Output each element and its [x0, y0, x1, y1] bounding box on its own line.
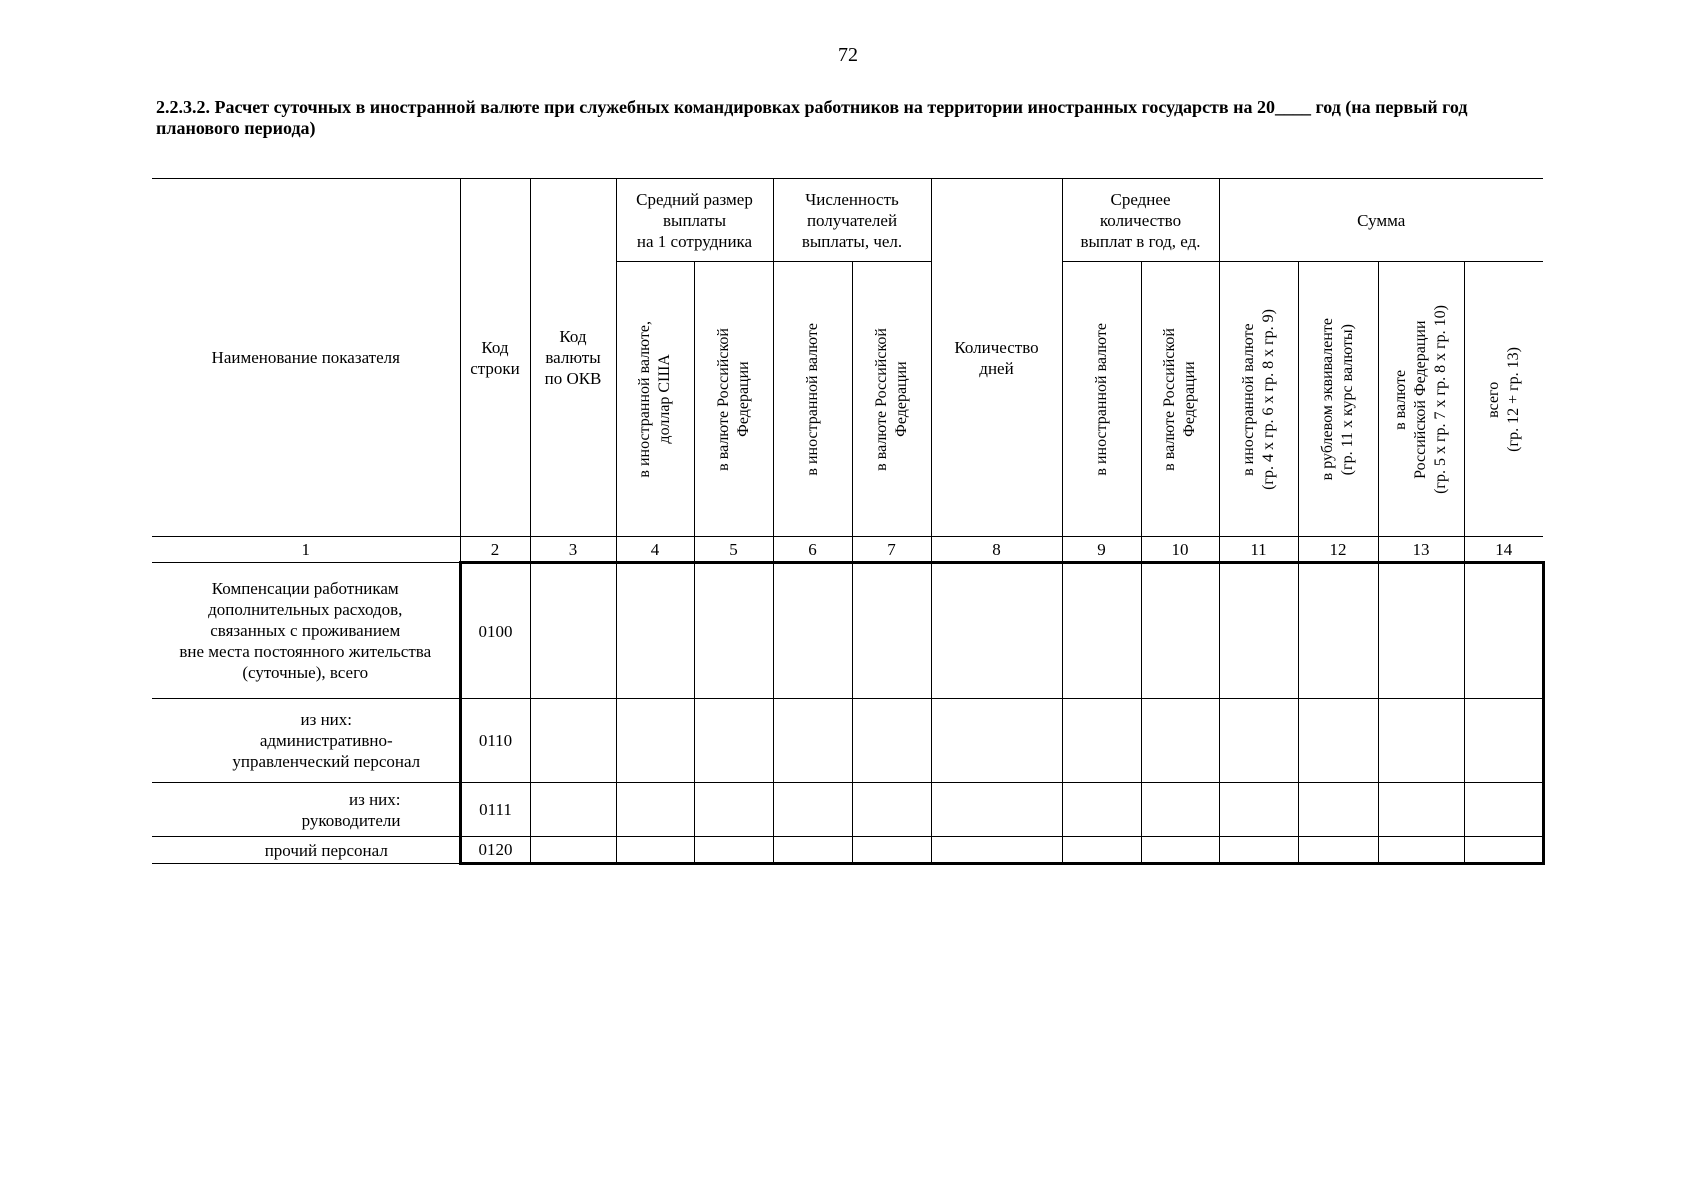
header-col5-text: в валюте Российской Федерации [714, 327, 752, 471]
column-number: 11 [1219, 537, 1298, 563]
data-cell[interactable] [1062, 699, 1141, 783]
data-cell[interactable] [1298, 837, 1378, 864]
header-col5 [694, 262, 773, 537]
data-cell[interactable] [530, 699, 616, 783]
header-col6 [773, 262, 852, 537]
data-cell[interactable] [1298, 699, 1378, 783]
header-col7-text: в валюте Российской Федерации [872, 327, 910, 471]
data-cell[interactable] [1464, 837, 1543, 864]
data-cell[interactable] [1464, 699, 1543, 783]
data-cell[interactable] [1464, 563, 1543, 699]
data-cell[interactable] [616, 783, 694, 837]
data-cell[interactable] [1062, 837, 1141, 864]
column-number: 1 [152, 537, 460, 563]
header-col9-text: в иностранной валюте [1092, 322, 1110, 476]
data-cell[interactable] [694, 837, 773, 864]
data-cell[interactable] [852, 563, 931, 699]
document-title: 2.2.3.2. Расчет суточных в иностранной валюте при служебных командировках работников на территории иностранных государств на 20____ год (на первый год планового периода) [156, 97, 1468, 138]
header-col12 [1298, 262, 1378, 537]
row-label-managers: из них: руководители [152, 783, 460, 837]
data-cell[interactable] [931, 563, 1062, 699]
row-code-admin: 0110 [460, 699, 530, 783]
data-cell[interactable] [530, 837, 616, 864]
data-cell[interactable] [530, 783, 616, 837]
header-col6-text: в иностранной валюте [803, 322, 821, 476]
header-col11-text: в иностранной валюте (гр. 4 x гр. 6 x гр. 8 x гр. 9) [1239, 308, 1277, 490]
column-number: 3 [530, 537, 616, 563]
data-cell[interactable] [616, 563, 694, 699]
data-cell[interactable] [1141, 699, 1219, 783]
data-cell[interactable] [1141, 783, 1219, 837]
data-cell[interactable] [852, 699, 931, 783]
header-col4 [616, 262, 694, 537]
header-sum: Сумма [1219, 179, 1543, 262]
header-col12-text: в рублевом эквиваленте (гр. 11 x курс валюты) [1319, 317, 1356, 481]
header-name: Наименование показателя [152, 179, 460, 537]
data-cell[interactable] [694, 699, 773, 783]
header-col10-text: в валюте Российской Федерации [1161, 327, 1198, 471]
data-cell[interactable] [616, 699, 694, 783]
data-cell[interactable] [694, 563, 773, 699]
column-number: 6 [773, 537, 852, 563]
data-cell[interactable] [931, 837, 1062, 864]
data-cell[interactable] [852, 837, 931, 864]
header-code-currency: Код валюты по ОКВ [530, 179, 616, 537]
header-col4-text: в иностранной валюте, доллар США [636, 320, 673, 478]
column-number: 14 [1464, 537, 1543, 563]
data-cell[interactable] [773, 699, 852, 783]
data-cell[interactable] [1464, 783, 1543, 837]
header-recipients: Численность получателей выплаты, чел. [773, 179, 931, 262]
data-cell[interactable] [1141, 563, 1219, 699]
data-cell[interactable] [694, 783, 773, 837]
header-col13 [1378, 262, 1464, 537]
header-col7 [852, 262, 931, 537]
column-number: 9 [1062, 537, 1141, 563]
header-days: Количество дней [931, 179, 1062, 537]
row-code-managers: 0111 [460, 783, 530, 837]
header-avg-count: Среднее количество выплат в год, ед. [1062, 179, 1219, 262]
column-number: 13 [1378, 537, 1464, 563]
data-cell[interactable] [931, 783, 1062, 837]
header-col14-text: всего (гр. 12 + гр. 13) [1484, 346, 1522, 452]
data-cell[interactable] [1298, 563, 1378, 699]
data-cell[interactable] [931, 699, 1062, 783]
data-cell[interactable] [773, 783, 852, 837]
header-code-row: Код строки [460, 179, 530, 537]
data-cell[interactable] [773, 837, 852, 864]
column-number: 4 [616, 537, 694, 563]
data-cell[interactable] [1378, 563, 1464, 699]
data-cell[interactable] [1219, 563, 1298, 699]
header-col10 [1141, 262, 1219, 537]
data-cell[interactable] [852, 783, 931, 837]
header-avg-payment: Средний размер выплаты на 1 сотрудника [616, 179, 773, 262]
column-number: 5 [694, 537, 773, 563]
data-cell[interactable] [1141, 837, 1219, 864]
data-cell[interactable] [1062, 563, 1141, 699]
data-cell[interactable] [773, 563, 852, 699]
page-number: 72 [838, 44, 858, 66]
data-cell[interactable] [530, 563, 616, 699]
header-col9 [1062, 262, 1141, 537]
data-cell[interactable] [1378, 837, 1464, 864]
row-label-total: Компенсации работникам дополнительных расходов, связанных с проживанием вне места постоянного жительства (суточные), всего [152, 563, 460, 699]
data-cell[interactable] [1378, 699, 1464, 783]
row-code-other: 0120 [460, 837, 530, 864]
column-number: 7 [852, 537, 931, 563]
daily-allowance-table [152, 178, 1545, 865]
header-col13-text: в валюте Российской Федерации (гр. 5 x гр. 7 x гр. 8 x гр. 10) [1392, 304, 1449, 494]
row-code-total: 0100 [460, 563, 530, 699]
data-cell[interactable] [1378, 783, 1464, 837]
data-cell[interactable] [1298, 783, 1378, 837]
column-number: 2 [460, 537, 530, 563]
column-number: 8 [931, 537, 1062, 563]
column-number: 12 [1298, 537, 1378, 563]
row-label-other: прочий персонал [152, 837, 460, 864]
header-col14 [1464, 262, 1543, 537]
data-cell[interactable] [616, 837, 694, 864]
data-cell[interactable] [1219, 837, 1298, 864]
column-number: 10 [1141, 537, 1219, 563]
data-cell[interactable] [1062, 783, 1141, 837]
data-cell[interactable] [1219, 783, 1298, 837]
header-col11 [1219, 262, 1298, 537]
data-cell[interactable] [1219, 699, 1298, 783]
row-label-admin: из них: административно- управленческий персонал [152, 699, 460, 783]
